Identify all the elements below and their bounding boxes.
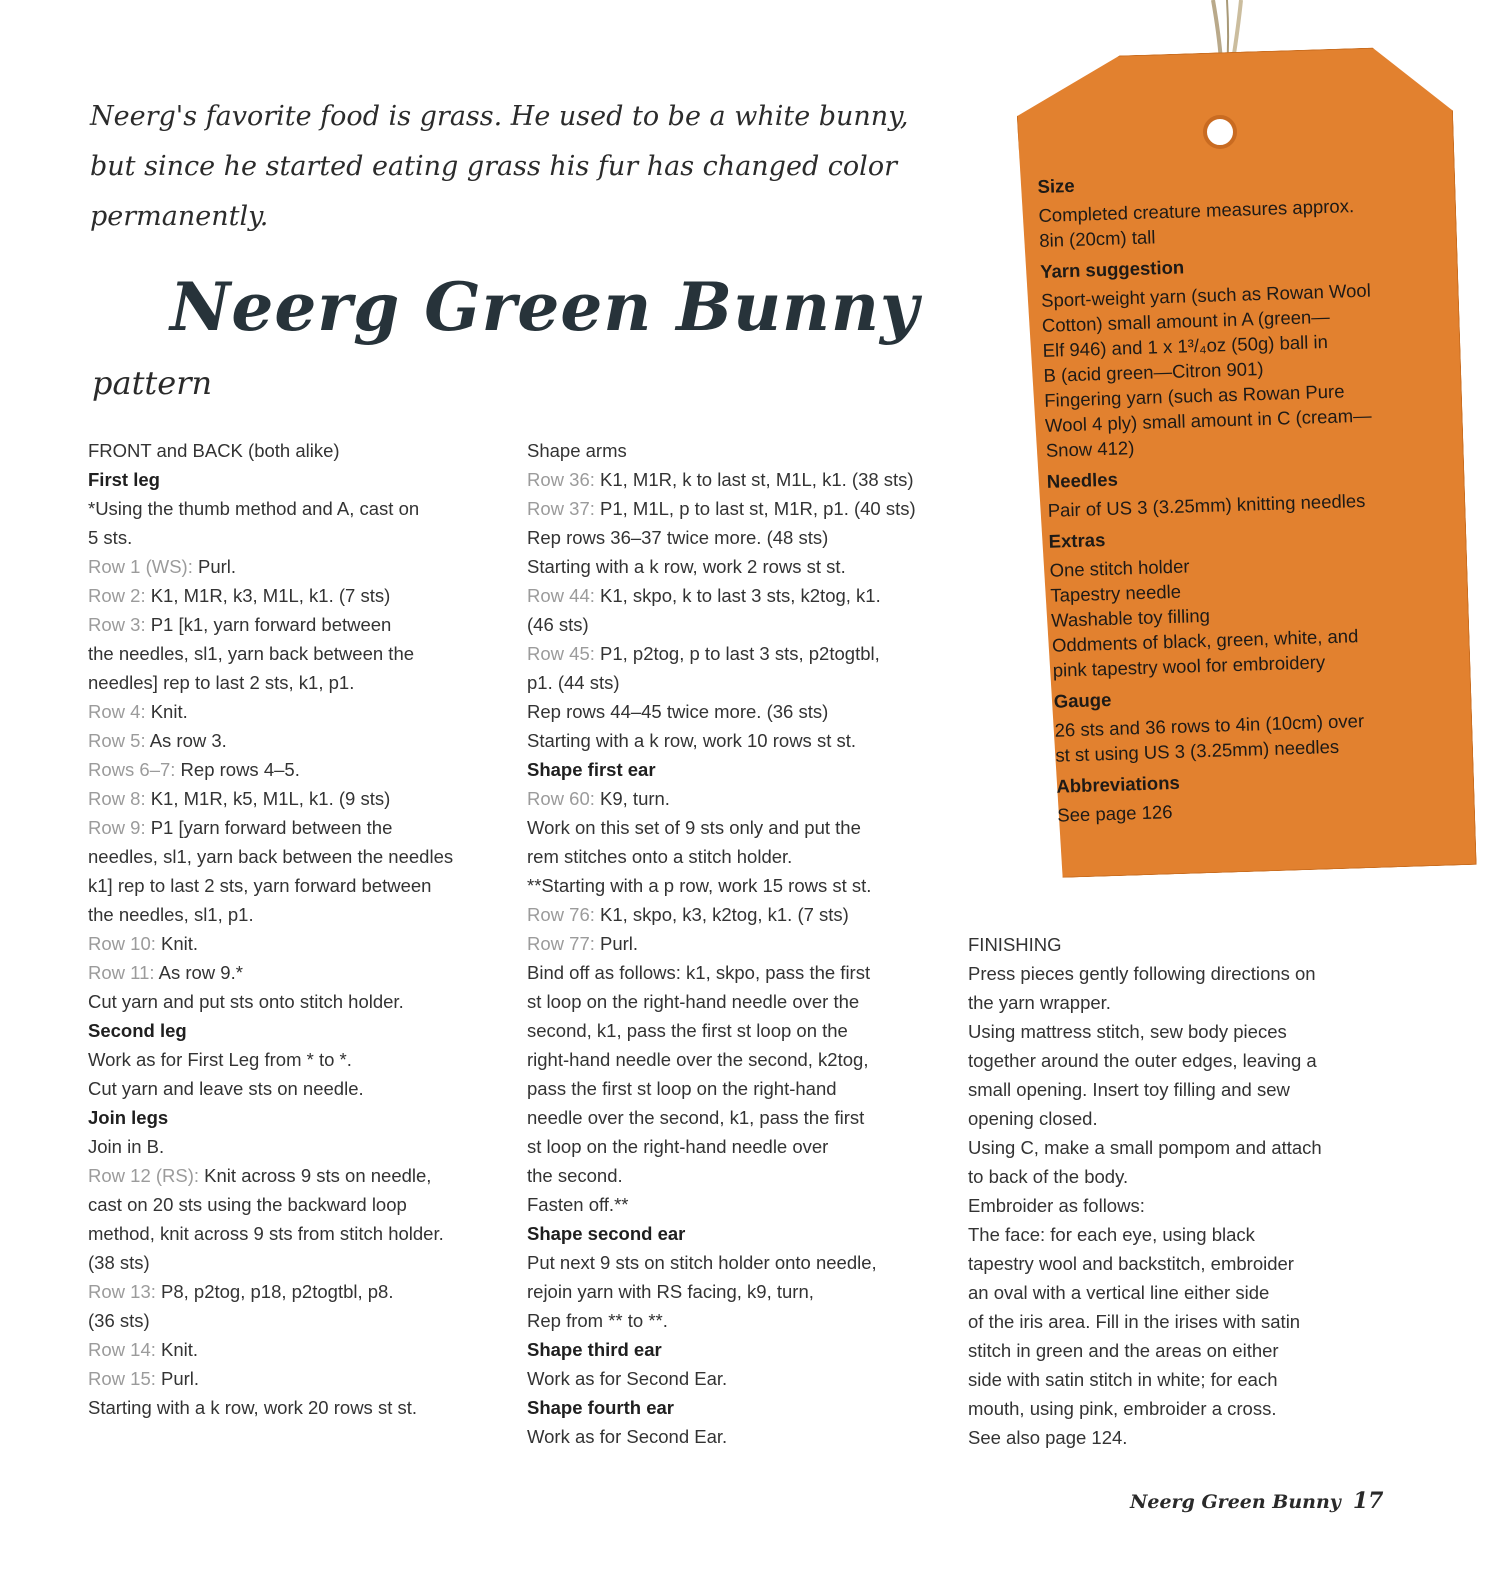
row-label: Row 8: — [88, 788, 146, 809]
paragraph: Work on this set of 9 sts only and put the rem stitches onto a stitch holder. **Starting with a p row, work 15 rows st st. — [527, 817, 872, 896]
section-heading: Shape second ear — [527, 1223, 686, 1244]
row-label: Row 45: — [527, 643, 595, 664]
row-instruction: K1, skpo, k to last 3 sts, k2tog, k1. (46 sts) — [527, 585, 881, 635]
pattern-row — [88, 1161, 508, 1277]
paragraph: Work as for First Leg from * to *. Cut yarn and leave sts on needle. — [88, 1049, 364, 1099]
intro-text: Neerg's favorite food is grass. He used to be a white bunny, but since he started eating grass his fur has changed color permanently. — [90, 101, 909, 232]
row-instruction: P1, M1L, p to last st, M1R, p1. (40 sts) — [594, 498, 916, 519]
pattern-row — [88, 552, 508, 581]
row-instruction: Knit. — [155, 933, 199, 954]
tag-heading: Abbreviations — [1056, 771, 1181, 797]
row-instruction: Purl. — [594, 933, 639, 954]
row-label: Row 4: — [88, 701, 146, 722]
row-label: Row 36: — [527, 469, 595, 490]
pattern-row — [88, 813, 508, 929]
tag-heading: Size — [1037, 174, 1075, 197]
pattern-row — [527, 494, 947, 523]
page-footer — [1130, 1488, 1383, 1514]
column-finishing — [968, 930, 1388, 1452]
section-heading: Shape fourth ear — [527, 1397, 674, 1418]
tag-heading: Gauge — [1053, 688, 1112, 712]
row-label: Row 44: — [527, 585, 595, 606]
row-instruction: P1, p2tog, p to last 3 sts, p2togtbl, p1. (44 sts) — [527, 643, 880, 693]
row-label: Row 15: — [88, 1368, 156, 1389]
row-label: Rows 6–7: — [88, 759, 176, 780]
pattern-row — [88, 697, 508, 726]
tag-heading: Yarn suggestion — [1039, 256, 1185, 282]
tag-value: Completed creature measures approx. 8in (20cm) tall — [1038, 195, 1355, 251]
section-heading: Shape third ear — [527, 1339, 662, 1360]
row-instruction: K1, M1R, k5, M1L, k1. (9 sts) — [145, 788, 391, 809]
paragraph: Rep rows 44–45 twice more. (36 sts) Starting with a k row, work 10 rows st st. — [527, 701, 856, 751]
tag-value: Sport-weight yarn (such as Rowan Wool Cotton) small amount in A (green— Elf 946) and 1 x 1³/₄oz (50g) ball in B (acid green—Citron 901) Fingering yarn (such as Rowan Pure Wool 4 ply) small amount in C (cream— Snow 412) — [1040, 279, 1372, 461]
pattern-row — [527, 581, 947, 639]
row-label: Row 10: — [88, 933, 156, 954]
row-label: Row 9: — [88, 817, 146, 838]
pattern-row — [88, 958, 508, 987]
row-instruction: Knit. — [155, 1339, 199, 1360]
row-instruction: P8, p2tog, p18, p2togtbl, p8. (36 sts) — [88, 1281, 394, 1331]
paragraph: Work as for Second Ear. — [527, 1368, 728, 1389]
pattern-row — [88, 784, 508, 813]
row-label: Row 60: — [527, 788, 595, 809]
paragraph: Work as for Second Ear. — [527, 1426, 728, 1447]
pattern-row — [88, 581, 508, 610]
pattern-row — [527, 900, 947, 929]
row-label: Row 13: — [88, 1281, 156, 1302]
section-caption: FRONT and BACK (both alike) — [88, 440, 340, 461]
row-label: Row 77: — [527, 933, 595, 954]
tag-value: See page 126 — [1057, 801, 1173, 826]
row-instruction: Rep rows 4–5. — [175, 759, 300, 780]
pattern-row — [88, 610, 508, 697]
tag-hole — [1203, 115, 1237, 149]
pattern-row — [88, 1335, 508, 1364]
pattern-row — [527, 465, 947, 494]
pattern-row — [88, 1277, 508, 1335]
row-label: Row 37: — [527, 498, 595, 519]
row-label: Row 14: — [88, 1339, 156, 1360]
tag-heading: Extras — [1048, 529, 1106, 552]
row-instruction: K1, skpo, k3, k2tog, k1. (7 sts) — [594, 904, 849, 925]
row-label: Row 3: — [88, 614, 146, 635]
row-instruction: K1, M1R, k to last st, M1L, k1. (38 sts) — [594, 469, 914, 490]
paragraph: Starting with a k row, work 20 rows st st. — [88, 1397, 417, 1418]
tag-details — [1037, 156, 1448, 830]
paragraph: Rep rows 36–37 twice more. (48 sts) Starting with a k row, work 2 rows st st. — [527, 527, 846, 577]
tag-value: One stitch holder Tapestry needle Washable toy filling Oddments of black, green, white, and pink tapestry wool for embroidery — [1049, 555, 1359, 681]
section-heading: First leg — [88, 469, 160, 490]
row-instruction: K1, M1R, k3, M1L, k1. (7 sts) — [145, 585, 391, 606]
tag-heading: Needles — [1046, 468, 1119, 492]
row-instruction: As row 3. — [145, 730, 227, 751]
paragraph: Join in B. — [88, 1136, 165, 1157]
pattern-row — [527, 784, 947, 813]
paragraph: Bind off as follows: k1, skpo, pass the first st loop on the right-hand needle over the second, k1, pass the first st loop on the right-hand needle over the second, k2tog, pass the first st loop on the right-hand needle over the second, k1, pass the first st loop on the right-hand needle over the second. Fasten off.** — [527, 962, 871, 1215]
column-shape-arms — [527, 436, 947, 1451]
row-label: Row 11: — [88, 962, 155, 983]
row-label: Row 2: — [88, 585, 146, 606]
section-heading: Join legs — [88, 1107, 169, 1128]
row-label: Row 1 (WS): — [88, 556, 193, 577]
paragraph: Press pieces gently following directions on the yarn wrapper. Using mattress stitch, sew body pieces together around the outer edges, leaving a small opening. Insert toy filling and sew opening closed. Using C, make a small pompom and attach to back of the body. Embroider as follows: The face: for each eye, using black tapestry wool and backstitch, embroider an oval with a vertical line either side of the iris area. Fill in the irises with satin stitch in green and the areas on either side with satin stitch in white; for each mouth, using pink, embroider a cross. See also page 124. — [968, 963, 1322, 1448]
section-heading: Shape first ear — [527, 759, 656, 780]
page-number: 17 — [1352, 1488, 1384, 1514]
footer-title: Neerg Green Bunny — [1130, 1491, 1341, 1513]
row-instruction: Purl. — [192, 556, 237, 577]
paragraph: Put next 9 sts on stitch holder onto needle, rejoin yarn with RS facing, k9, turn, Rep from ** to **. — [527, 1252, 877, 1331]
row-instruction: P1 [k1, yarn forward between the needles, sl1, yarn back between the needles] rep to last 2 sts, k1, p1. — [88, 614, 415, 693]
row-instruction: P1 [yarn forward between the needles, sl1, yarn back between the needles k1] rep to last 2 sts, yarn forward between the needles, sl1, p1. — [88, 817, 454, 925]
row-instruction: Knit across 9 sts on needle, cast on 20 sts using the backward loop method, knit across 9 sts from stitch holder. (38 sts) — [88, 1165, 444, 1273]
row-label: Row 12 (RS): — [88, 1165, 200, 1186]
pattern-row — [527, 929, 947, 958]
row-instruction: Knit. — [145, 701, 188, 722]
pattern-row — [88, 929, 508, 958]
paragraph: *Using the thumb method and A, cast on 5 sts. — [88, 498, 420, 548]
row-label: Row 76: — [527, 904, 595, 925]
column-front-back — [88, 436, 508, 1422]
row-instruction: Purl. — [155, 1368, 200, 1389]
row-label: Row 5: — [88, 730, 146, 751]
paragraph: Cut yarn and put sts onto stitch holder. — [88, 991, 404, 1012]
pattern-row — [88, 755, 508, 784]
pattern-row — [527, 639, 947, 697]
info-tag — [1015, 0, 1455, 880]
tag-value: Pair of US 3 (3.25mm) knitting needles — [1047, 489, 1366, 521]
page-title: Neerg Green Bunny — [170, 268, 920, 346]
row-instruction: K9, turn. — [594, 788, 670, 809]
section-caption: Shape arms — [527, 440, 627, 461]
pattern-row — [88, 726, 508, 755]
section-heading: Second leg — [88, 1020, 187, 1041]
pattern-row — [88, 1364, 508, 1393]
tag-value: 26 sts and 36 rows to 4in (10cm) over st st using US 3 (3.25mm) needles — [1054, 710, 1365, 766]
page-subtitle: pattern — [92, 364, 213, 402]
row-instruction: As row 9.* — [154, 962, 243, 983]
section-caption: FINISHING — [968, 934, 1062, 955]
